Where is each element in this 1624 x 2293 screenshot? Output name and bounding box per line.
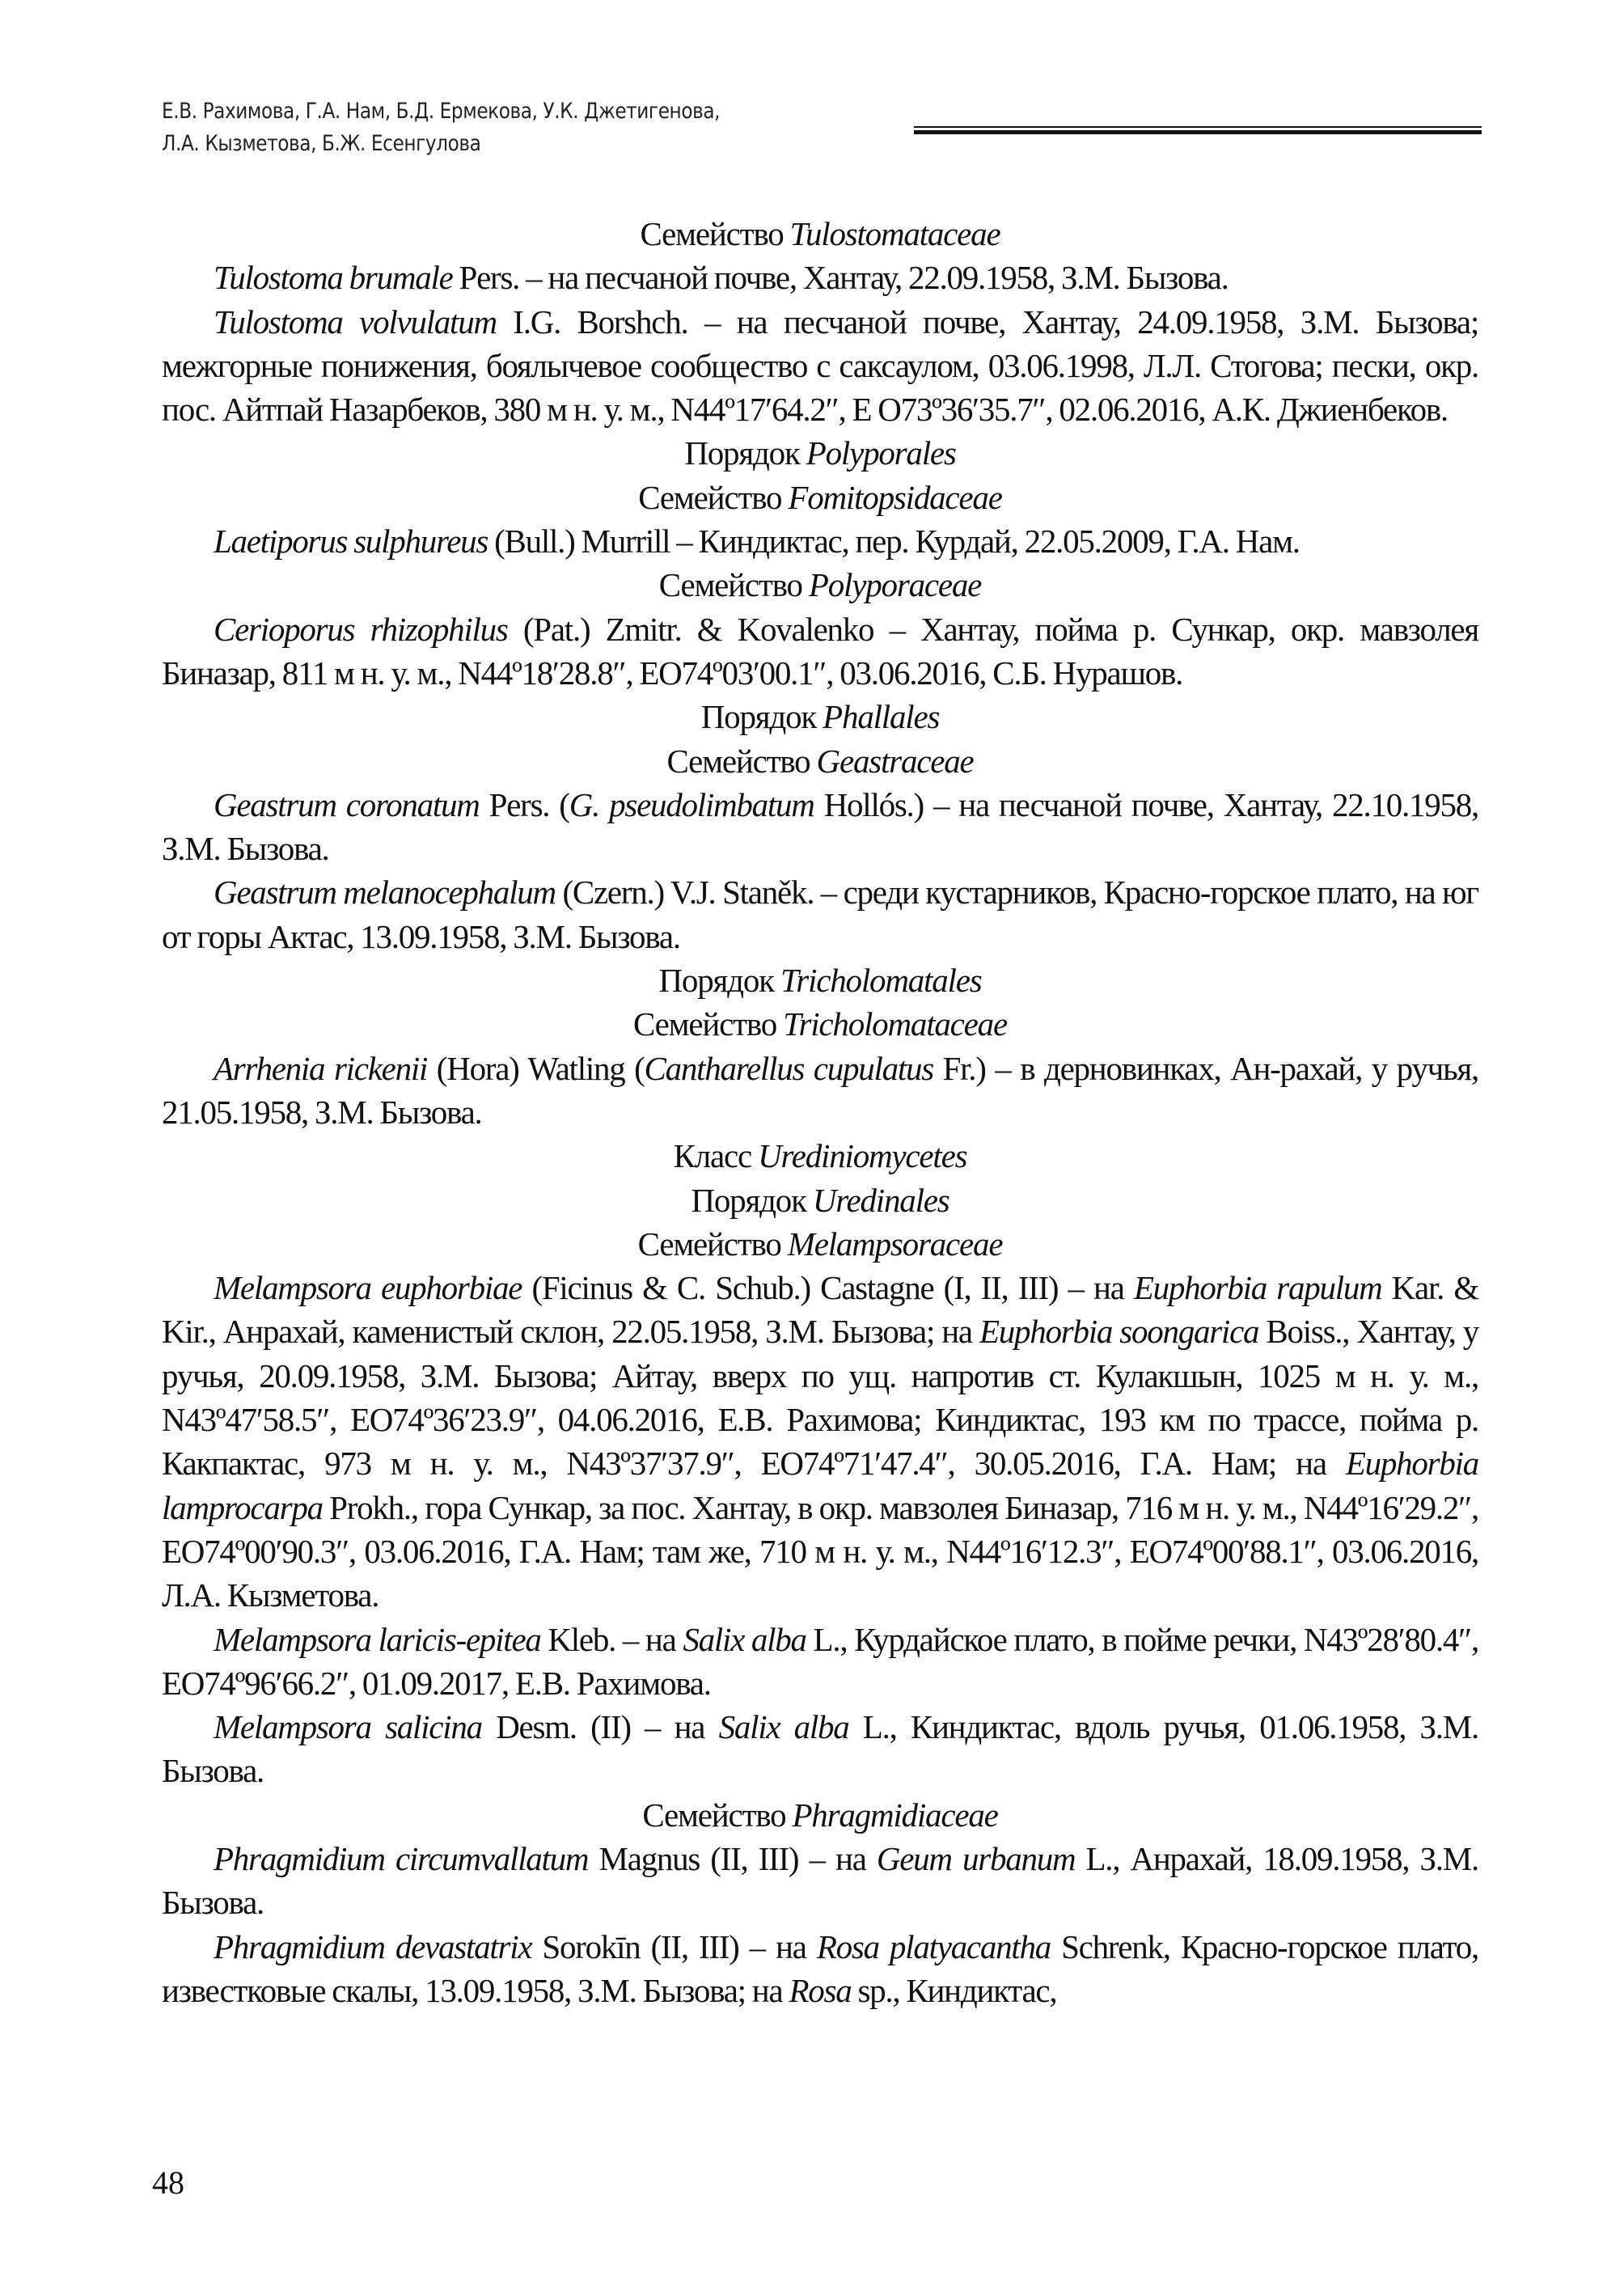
taxon-rank: Семейство — [638, 478, 782, 516]
taxon-rank: Порядок — [658, 962, 774, 1000]
taxon-heading — [162, 431, 1478, 475]
taxon-heading — [162, 695, 1478, 738]
entry-text: Prokh., гора Сункар, за пос. Хантау, в окр. мавзолея Биназар, 716 м н. у. м., N44º16′29.2″, ЕО74º00′90.3″, 03.06.2016, Г.А. Нам; там же, 710 м н. у. м., N44º16′12.3″, ЕО74º00′88.1″, 03.06.2016, Л.А. Кызметова. — [162, 1488, 1478, 1614]
species-name: Cerioporus rhizophilus — [214, 610, 508, 648]
taxon-rank: Семейство — [637, 1225, 781, 1263]
taxon-heading — [162, 1793, 1478, 1837]
entry-text: Fr.) – в дерновинках, Ан-рахай, у ручья, 21.05.1958, З.М. Бызова. — [162, 1049, 1479, 1131]
species-entry — [162, 870, 1478, 958]
page-number: 48 — [152, 2164, 184, 2201]
entry-text: L., Киндиктас, вдоль ручья, 01.06.1958, З.М. Бызова. — [162, 1708, 1479, 1790]
entry-text: L., Курдайское плато, в пойме речки, N43º28′80.4″, ЕО74º96′66.2″, 01.09.2017, Е.В. Рахимова. — [162, 1620, 1478, 1702]
taxon-rank: Семейство — [633, 1005, 777, 1043]
species-name: Tulostoma volvulatum — [214, 302, 497, 341]
entry-text: Boiss., Хантау, у ручья, 20.09.1958, З.М. Бызова; Айтау, вверх по ущ. напротив ст. Кулакшын, 1025 м н. у. м., N43º47′58.5″, ЕО74º36′23.9″, 04.06.2016, Е.В. Рахимова; Киндиктас, 193 км по трассе, пойма р. Какпактас, 973 м н. у. м., N43º37′37.9″, ЕО74º71′47.4″, 30.05.2016, Г.А. Нам; на — [162, 1313, 1478, 1483]
taxon-name: Melampsoraceae — [787, 1225, 1003, 1263]
species-entry — [162, 300, 1478, 432]
species-name: Melampsora euphorbiae — [214, 1269, 522, 1307]
taxon-rank: Порядок — [691, 1181, 806, 1219]
taxon-name: Geastraceae — [816, 742, 974, 780]
species-name: Euphorbia rapulum — [1133, 1269, 1382, 1307]
taxon-heading — [162, 1178, 1478, 1222]
species-entry — [162, 256, 1478, 299]
taxon-name: Phragmidiaceae — [792, 1796, 998, 1834]
entry-text: (Bull.) Murrill – Киндиктас, пер. Курдай, 22.05.2009, Г.А. Нам. — [488, 522, 1300, 561]
header-rule-thick — [914, 130, 1482, 134]
species-name: Arrhenia rickenii — [214, 1049, 428, 1087]
authors-line-1: Е.В. Рахимова, Г.А. Нам, Б.Д. Ермекова, У.К. Джетигенова, — [162, 99, 721, 124]
taxon-heading — [162, 958, 1478, 1002]
species-entry — [162, 519, 1478, 563]
species-name: G. pseudolimbatum — [569, 785, 814, 823]
entry-text: (Pat.) Zmitr. & Kovalenko – Хантау, пойма р. Сункар, окр. мавзолея Биназар, 811 м н. у. м., N44º18′28.8″, ЕО74º03′00.1″, 03.06.2016, С.Б. Нурашов. — [162, 610, 1478, 692]
entry-text: L., Анрахай, 18.09.1958, З.М. Бызова. — [162, 1839, 1479, 1922]
taxon-name: Polyporaceae — [808, 566, 982, 604]
article-body — [162, 212, 1478, 2012]
taxon-rank: Порядок — [700, 698, 817, 736]
header-double-rule — [914, 126, 1482, 135]
taxon-name: Urediniomycetes — [758, 1137, 967, 1175]
entry-text: (Czern.) V.J. Staněk. – среди кустарников, Красно-горское плато, на юг от горы Актас, 13.09.1958, З.М. Бызова. — [162, 874, 1478, 955]
taxon-name: Tricholomatales — [780, 962, 982, 1000]
taxon-name: Phallales — [823, 698, 940, 736]
species-entry — [162, 1266, 1478, 1617]
species-name: Phragmidium circumvallatum — [214, 1839, 589, 1877]
species-name: Tulostoma brumale — [214, 259, 453, 297]
species-entry — [162, 783, 1478, 871]
species-name: Rosa platyacantha — [816, 1927, 1051, 1965]
authors-line-2: Л.А. Кызметова, Б.Ж. Есенгулова — [162, 131, 481, 156]
species-entry — [162, 1925, 1478, 2013]
entry-text: Pers. – на песчаной почве, Хантау, 22.09.1958, З.М. Бызова. — [452, 259, 1229, 297]
taxon-name: Polyporales — [806, 434, 956, 472]
species-name: Rosa — [789, 1971, 852, 2009]
species-name: Euphorbia soongarica — [979, 1313, 1259, 1351]
species-name: Melampsora laricis-epitea — [214, 1620, 541, 1658]
taxon-rank: Семейство — [642, 1796, 786, 1834]
taxon-heading — [162, 1002, 1478, 1046]
species-name: Geastrum melanocephalum — [214, 874, 556, 912]
species-entry — [162, 1047, 1478, 1135]
taxon-name: Uredinales — [812, 1181, 949, 1219]
species-entry — [162, 607, 1478, 696]
entry-text: Schrenk, Красно-горское плато, известковые скалы, 13.09.1958, З.М. Бызова; на — [162, 1927, 1478, 2009]
taxon-heading — [162, 212, 1478, 256]
species-name: Cantharellus cupulatus — [644, 1049, 933, 1087]
species-entry — [162, 1837, 1478, 1925]
entry-text: I.G. Borshch. – на песчаной почве, Хантау, 24.09.1958, З.М. Бызова; межгорные понижения, боялычевое сообщество с саксаулом, 03.06.1998, Л.Л. Стогова; пески, окр. пос. Айтпай Назарбеков, 380 м н. у. м., N44º17′64.2″, Е О73º36′35.7″, 02.06.2016, А.К. Джиенбеков. — [162, 302, 1478, 429]
species-name: Phragmidium devastatrix — [214, 1927, 532, 1965]
entry-text: (Hora) Watling ( — [427, 1049, 645, 1087]
species-name: Geastrum coronatum — [214, 785, 480, 823]
entry-text: (Ficinus & C. Schub.) Castagne (I, II, III) – на — [522, 1269, 1134, 1307]
entry-text: sp., Киндиктас, — [851, 1971, 1057, 2009]
taxon-rank: Семейство — [640, 215, 784, 252]
species-name: Melampsora salicina — [214, 1708, 482, 1746]
taxon-rank: Класс — [673, 1137, 752, 1175]
taxon-name: Fomitopsidaceae — [788, 478, 1002, 516]
entry-text: Hollós.) – на песчаной почве, Хантау, 22.10.1958, З.М. Бызова. — [162, 785, 1478, 868]
species-name: Salix alba — [683, 1620, 806, 1658]
taxon-heading — [162, 739, 1478, 783]
entry-text: Kar. & Kir., Анрахай, каменистый склон, 22.05.1958, З.М. Бызова; на — [162, 1269, 1478, 1351]
species-name: Salix alba — [718, 1708, 849, 1746]
running-header — [162, 95, 720, 160]
species-entry — [162, 1618, 1478, 1706]
taxon-heading — [162, 1134, 1478, 1178]
taxon-heading — [162, 1222, 1478, 1266]
entry-text: Desm. (II) – на — [481, 1708, 719, 1746]
header-rule-thin — [914, 126, 1482, 128]
species-name: Laetiporus sulphureus — [214, 522, 488, 561]
entry-text: Magnus (II, III) – на — [588, 1839, 877, 1877]
taxon-rank: Семейство — [658, 566, 802, 604]
entry-text: Kleb. – на — [540, 1620, 683, 1658]
taxon-name: Tulostomataceae — [789, 215, 1000, 252]
species-entry — [162, 1705, 1478, 1793]
species-name: Euphorbia lamprocarpa — [162, 1445, 1478, 1526]
taxon-name: Tricholomataceae — [783, 1005, 1007, 1043]
taxon-rank: Порядок — [684, 434, 800, 472]
species-name: Geum urbanum — [876, 1839, 1076, 1877]
taxon-heading — [162, 563, 1478, 607]
taxon-rank: Семейство — [666, 742, 810, 780]
entry-text: Pers. ( — [479, 785, 569, 823]
entry-text: Sorokīn (II, III) – на — [531, 1927, 817, 1965]
taxon-heading — [162, 476, 1478, 519]
